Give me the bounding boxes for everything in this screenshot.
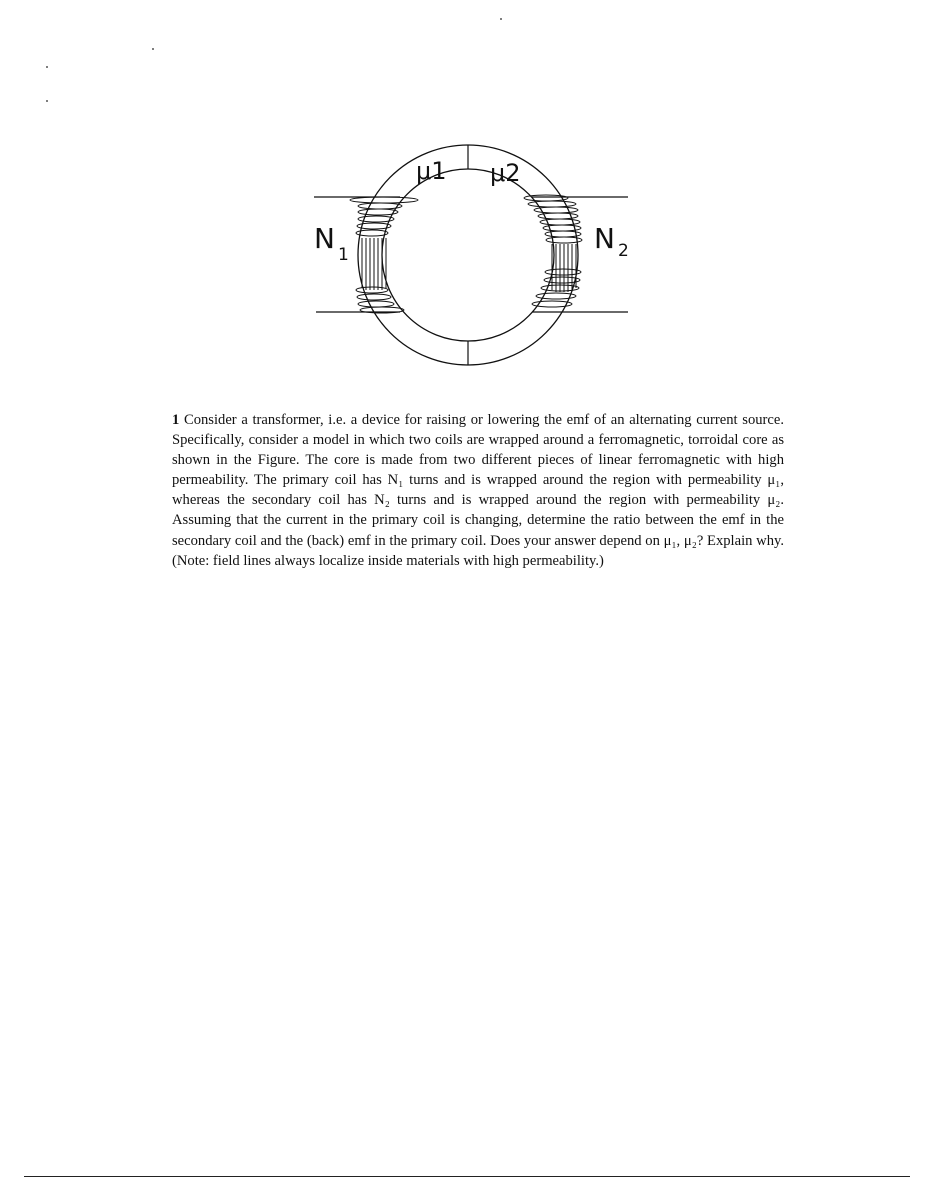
scan-speck — [152, 48, 154, 50]
transformer-diagram — [300, 140, 640, 375]
bottom-rule — [24, 1176, 910, 1177]
n2-subscript: 2 — [618, 241, 629, 261]
scan-speck — [500, 18, 502, 20]
core-outer-ring — [358, 145, 578, 365]
mu1-label: μ1 — [416, 157, 447, 185]
core-inner-ring — [382, 169, 554, 341]
n1-label: N — [314, 222, 335, 255]
n1-subscript: 1 — [338, 245, 349, 265]
primary-coil — [350, 197, 418, 313]
problem-statement — [172, 410, 784, 571]
n2-label: N — [594, 222, 615, 255]
mu2-label: μ2 — [490, 159, 521, 187]
problem-number: 1 — [172, 412, 180, 428]
transformer-figure — [300, 140, 640, 375]
scan-speck — [46, 66, 48, 68]
scan-speck — [46, 100, 48, 102]
secondary-coil — [524, 195, 582, 307]
problem-text: Consider a transformer, i.e. a device for raising or lowering the emf of an alternating current source. Specifically, consider a model in which two coils are wrapped around a ferromagnetic, torroidal core as shown in the Figure. The core is made from two different pieces of linear ferromagnetic with high permeability. The primary coil has N₁ turns and is wrapped around the region with permeability μ₁, whereas the secondary coil has N₂ turns and is wrapped around the region with permeability μ₂. Assuming that the current in the primary coil is changing, determine the ratio between the emf in the secondary coil and the (back) emf in the primary coil. Does your answer depend on μ₁, μ₂? Explain why. (Note: field lines always localize inside materials with high permeability.) — [172, 412, 784, 569]
